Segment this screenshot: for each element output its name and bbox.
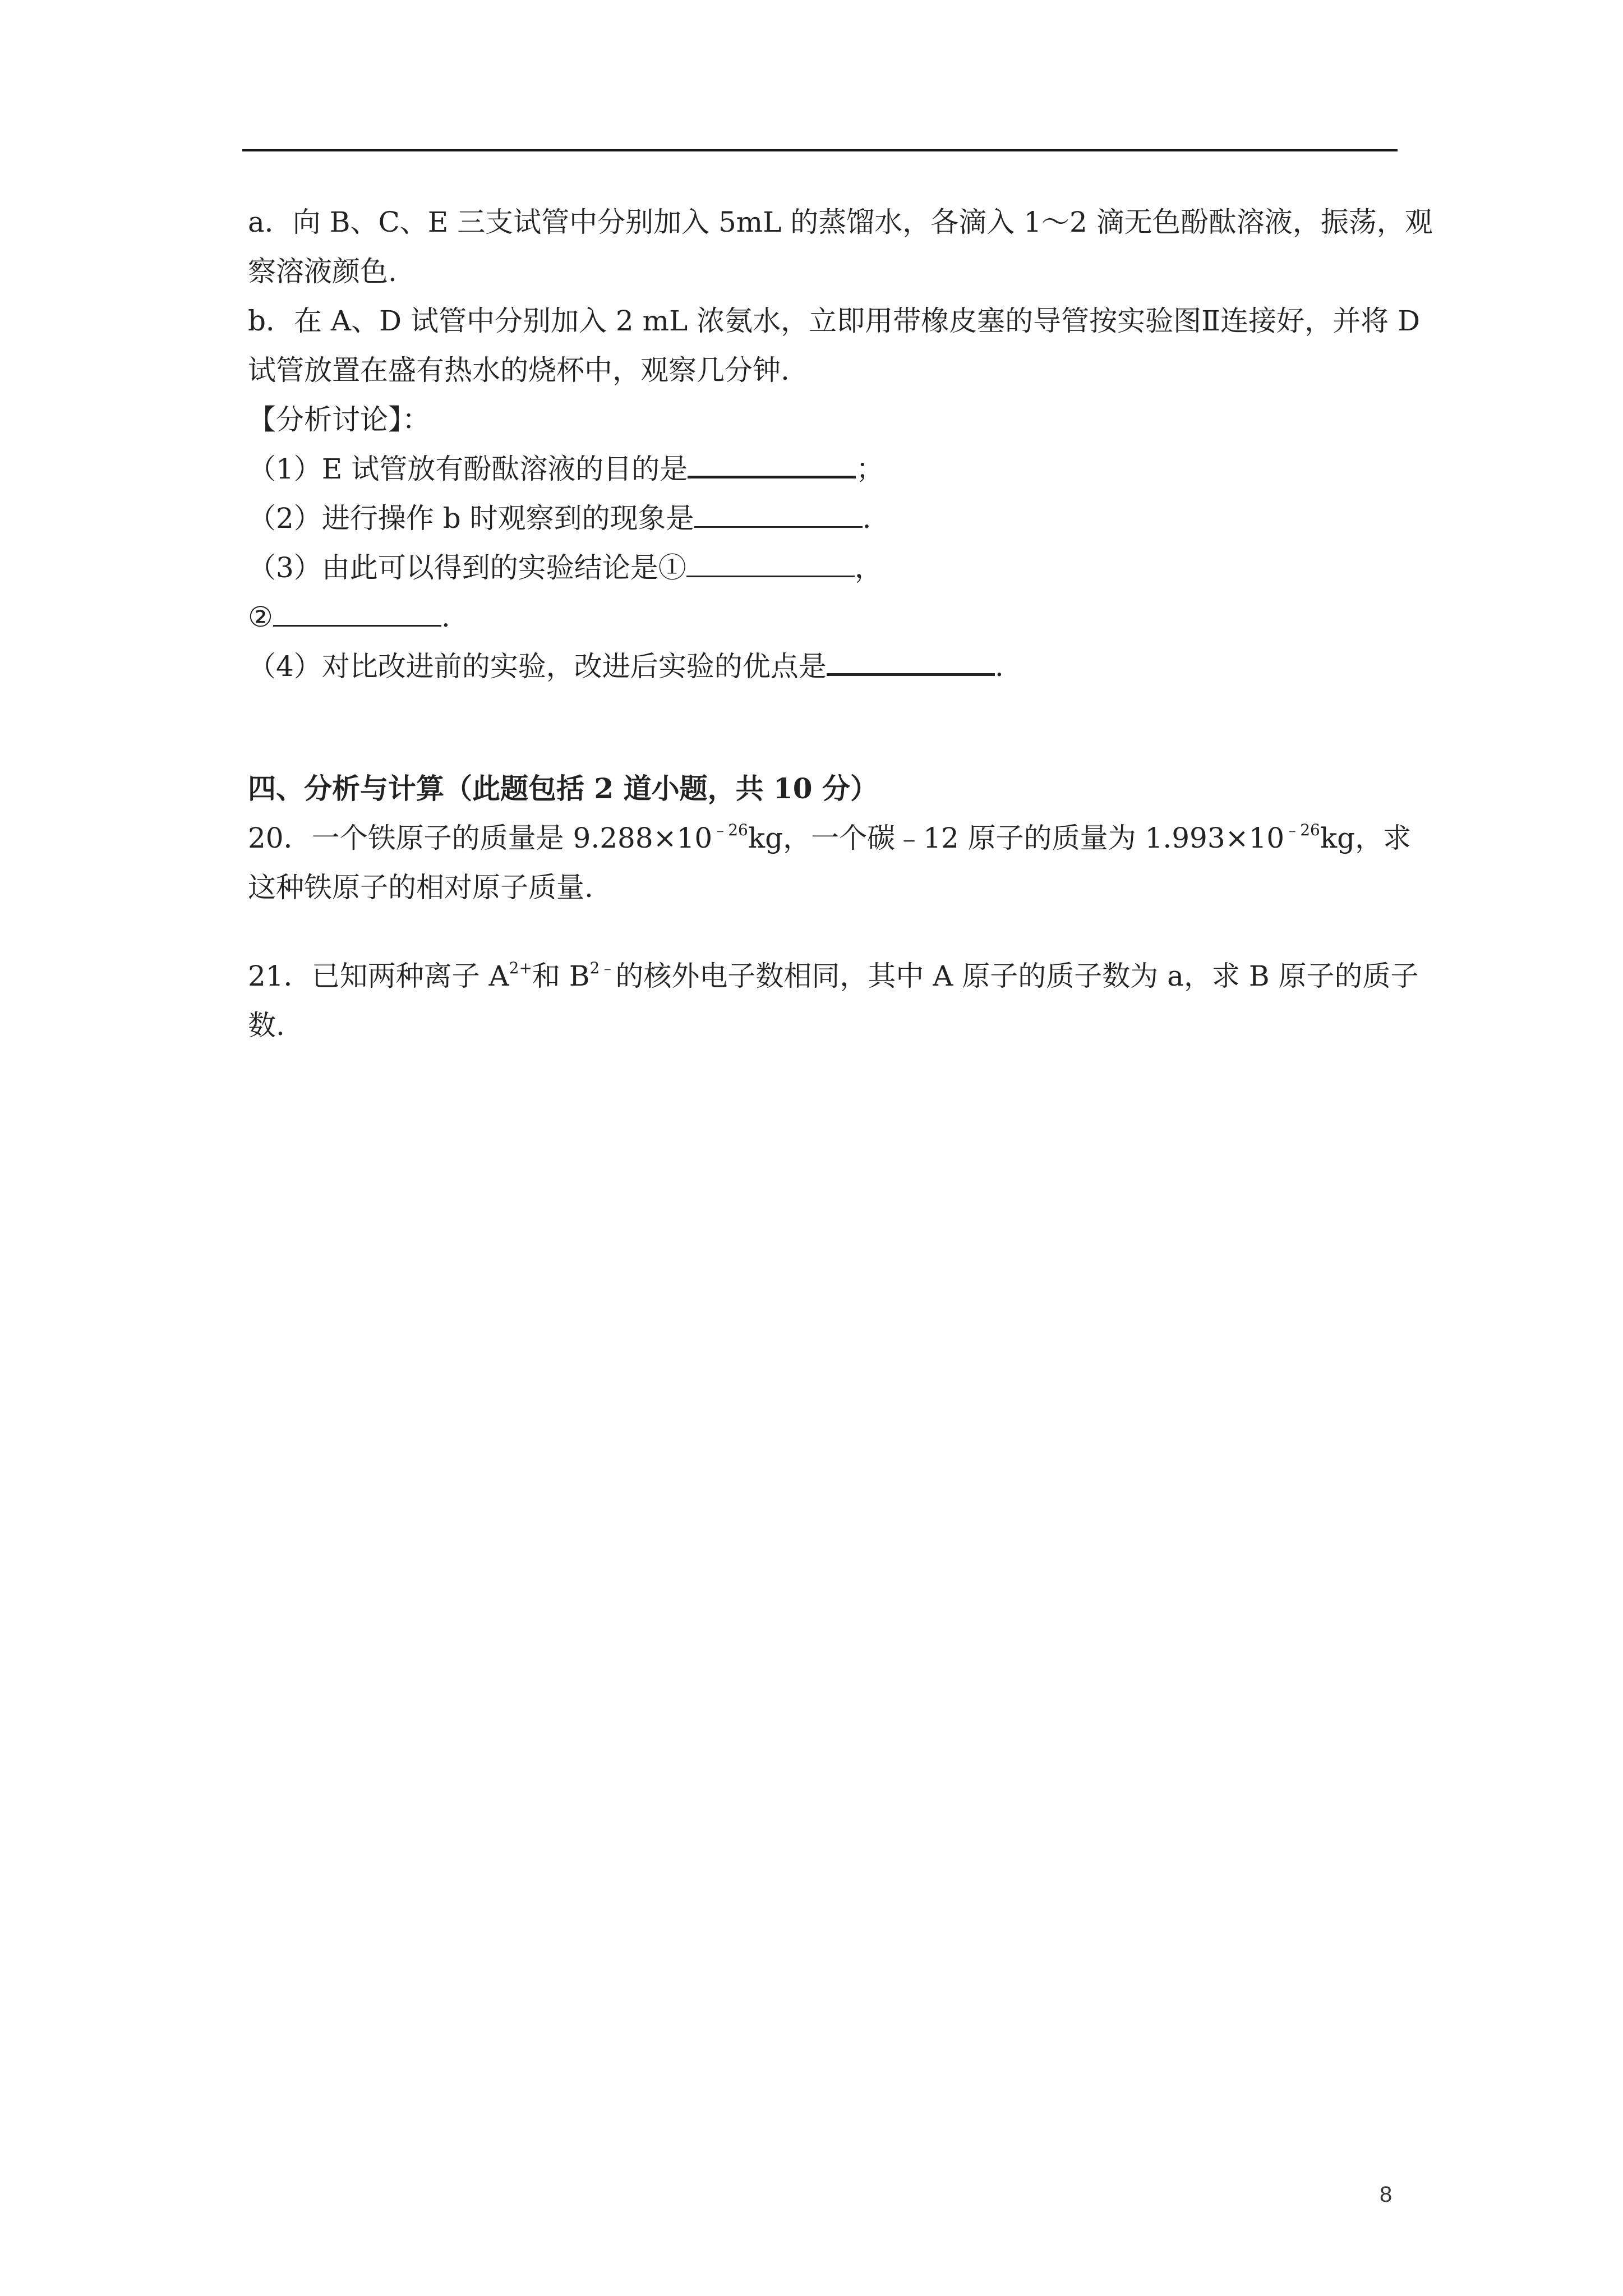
question-3-end: ， — [854, 551, 883, 584]
question-3b-end: . — [441, 601, 450, 633]
section-title: 四、分析与计算（此题包括 2 道小题，共 10 分） — [248, 772, 878, 805]
page-number: 8 — [1380, 2182, 1393, 2207]
header-rule — [242, 149, 1398, 151]
question-1-end: ； — [856, 453, 884, 485]
question-2-text: （2）进行操作 b 时观察到的现象是 — [248, 502, 694, 535]
question-4-text: （4）对比改进前的实验，改进后实验的优点是 — [248, 650, 827, 683]
problem-20-text-c: kg，求 — [1320, 822, 1412, 854]
problem-21-line-1 — [248, 951, 1419, 1001]
question-2-end: . — [862, 502, 872, 535]
problem-20-line-2: 这种铁原子的相对原子质量. — [248, 871, 593, 904]
problem-21-text-c: 的核外电子数相同，其中 A 原子的质子数为 a，求 B 原子的质子 — [615, 960, 1419, 992]
answer-blank-3a[interactable] — [686, 544, 855, 577]
problem-20-text-a: 20．一个铁原子的质量是 9.288×10 — [248, 822, 713, 854]
answer-blank-3b[interactable] — [273, 593, 441, 627]
ion-charge-a: 2+ — [509, 959, 532, 977]
question-4 — [248, 642, 1403, 691]
page-content — [248, 197, 1433, 1050]
step-a-line-2: 察溶液颜色. — [248, 255, 397, 288]
exponent-2: ﹣26 — [1284, 821, 1320, 839]
answer-blank-2[interactable] — [694, 495, 863, 528]
problem-20-text-b: kg，一个碳﹣12 原子的质量为 1.993×10 — [748, 822, 1285, 854]
problem-21-text-b: 和 B — [532, 960, 590, 992]
question-3b-text: ② — [248, 601, 273, 633]
exponent-1: ﹣26 — [712, 821, 748, 839]
question-1 — [248, 444, 1403, 494]
discussion-heading: 【分析讨论】： — [248, 403, 430, 436]
question-2 — [248, 494, 1403, 543]
question-3-part-2 — [248, 592, 1403, 642]
question-4-end: . — [994, 650, 1004, 683]
problem-20-line-1 — [248, 813, 1412, 863]
problem-21-text-a: 21．已知两种离子 A — [248, 960, 509, 992]
problem-21-line-2: 数. — [248, 1009, 285, 1042]
step-a-line-1: a．向 B、C、E 三支试管中分别加入 5mL 的蒸馏水，各滴入 1～2 滴无色酚酞溶液，振荡，观 — [248, 206, 1433, 238]
question-3-text: （3）由此可以得到的实验结论是① — [248, 551, 686, 584]
question-3 — [248, 543, 1403, 592]
answer-blank-4[interactable] — [827, 642, 995, 676]
step-b-line-2: 试管放置在盛有热水的烧杯中，观察几分钟. — [248, 354, 790, 386]
ion-charge-b: 2﹣ — [589, 959, 616, 977]
answer-blank-1[interactable] — [688, 444, 856, 478]
step-b-line-1: b．在 A、D 试管中分别加入 2 mL 浓氨水，立即用带橡皮塞的导管按实验图Ⅱ连接好，并将 D — [248, 305, 1421, 337]
question-1-text: （1）E 试管放有酚酞溶液的目的是 — [248, 453, 688, 485]
